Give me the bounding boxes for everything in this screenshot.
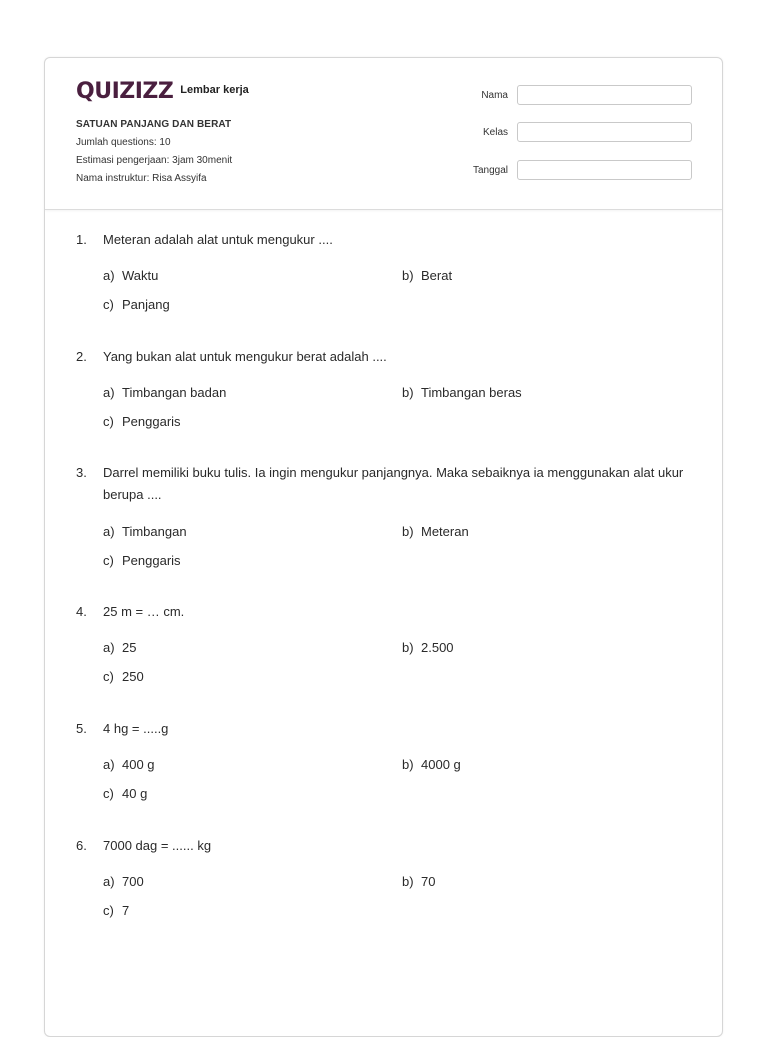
question-item — [76, 601, 696, 684]
option-key: b) — [402, 757, 414, 772]
option-key: b) — [402, 268, 414, 283]
answer-option — [103, 902, 129, 920]
option-text: 400 g — [122, 757, 155, 772]
answer-option — [103, 552, 181, 570]
question-stem — [76, 229, 696, 251]
question-stem — [76, 718, 696, 740]
date-field-row — [448, 160, 692, 180]
answer-option — [103, 785, 147, 803]
quizizz-logo: QUIZIZZ — [76, 79, 174, 104]
class-input-box[interactable] — [517, 122, 692, 142]
option-text: 250 — [122, 669, 144, 684]
question-item — [76, 346, 696, 429]
option-key: b) — [402, 524, 414, 539]
question-number: 1. — [76, 232, 87, 247]
answer-option — [103, 296, 170, 314]
answer-option — [402, 639, 454, 657]
question-stem — [76, 346, 696, 368]
option-text: Berat — [421, 268, 453, 283]
question-number: 4. — [76, 604, 87, 619]
answer-option — [103, 639, 136, 657]
class-field-row — [448, 122, 692, 142]
option-text: Waktu — [122, 268, 159, 283]
option-key: c) — [103, 553, 114, 568]
option-text: 2.500 — [421, 640, 454, 655]
question-text: 4 hg = .....g — [103, 721, 169, 736]
question-text: Yang bukan alat untuk mengukur berat adalah .... — [103, 349, 387, 364]
option-key: a) — [103, 385, 115, 400]
name-input-box[interactable] — [517, 85, 692, 105]
option-key: b) — [402, 640, 414, 655]
option-key: a) — [103, 524, 115, 539]
question-text: 7000 dag = ...... kg — [103, 838, 212, 853]
answer-option — [402, 384, 522, 402]
option-text: Meteran — [421, 524, 469, 539]
estimated-duration: Estimasi pengerjaan: 3jam 30menit — [76, 155, 233, 166]
option-key: b) — [402, 385, 414, 400]
question-stem — [76, 835, 696, 857]
worksheet-title: SATUAN PANJANG DAN BERAT — [76, 119, 232, 130]
worksheet-page — [44, 57, 723, 1037]
worksheet-subtitle: Lembar kerja — [180, 84, 249, 96]
question-number: 3. — [76, 465, 87, 480]
worksheet-header — [45, 58, 722, 210]
question-stem — [76, 601, 696, 623]
option-text: Panjang — [122, 297, 170, 312]
option-text: 25 — [122, 640, 137, 655]
date-input-box[interactable] — [517, 160, 692, 180]
option-key: c) — [103, 786, 114, 801]
question-number: 2. — [76, 349, 87, 364]
question-number: 6. — [76, 838, 87, 853]
answer-option — [402, 873, 435, 891]
question-count: Jumlah questions: 10 — [76, 137, 171, 148]
name-field-row — [448, 85, 692, 105]
option-text: Timbangan badan — [122, 385, 227, 400]
answer-option — [103, 413, 181, 431]
question-text: 25 m = … cm. — [103, 604, 185, 619]
instructor-name: Nama instruktur: Risa Assyifa — [76, 173, 207, 184]
question-item — [76, 229, 696, 312]
option-key: a) — [103, 874, 115, 889]
option-key: c) — [103, 669, 114, 684]
question-item — [76, 835, 696, 918]
question-item — [76, 462, 696, 568]
question-stem — [76, 462, 696, 506]
question-item — [76, 718, 696, 801]
answer-option — [402, 267, 452, 285]
worksheet-meta — [76, 116, 232, 188]
option-key: a) — [103, 640, 115, 655]
option-text: Penggaris — [122, 414, 181, 429]
option-text: 700 — [122, 874, 144, 889]
option-key: a) — [103, 268, 115, 283]
option-key: b) — [402, 874, 414, 889]
answer-option — [402, 756, 461, 774]
name-label: Nama — [481, 89, 508, 101]
class-label: Kelas — [482, 126, 508, 138]
answer-option — [103, 756, 155, 774]
question-number: 5. — [76, 721, 87, 736]
option-key: c) — [103, 297, 114, 312]
answer-option — [103, 873, 144, 891]
option-text: 40 g — [122, 786, 148, 801]
question-text: Darrel memiliki buku tulis. Ia ingin mengukur panjangnya. Maka sebaiknya ia menggunakan alat ukur berupa .... — [103, 465, 684, 502]
answer-option — [103, 267, 158, 285]
answer-option — [103, 523, 187, 541]
answer-option — [103, 384, 226, 402]
answer-option — [402, 523, 469, 541]
date-label: Tanggal — [472, 164, 508, 176]
option-text: 7 — [122, 903, 130, 918]
option-text: Penggaris — [122, 553, 181, 568]
answer-option — [103, 668, 144, 686]
option-key: c) — [103, 903, 114, 918]
option-key: c) — [103, 414, 114, 429]
option-key: a) — [103, 757, 115, 772]
option-text: 70 — [421, 874, 436, 889]
question-text: Meteran adalah alat untuk mengukur .... — [103, 232, 333, 247]
brand — [76, 80, 249, 104]
option-text: 4000 g — [421, 757, 461, 772]
option-text: Timbangan beras — [421, 385, 522, 400]
option-text: Timbangan — [122, 524, 187, 539]
